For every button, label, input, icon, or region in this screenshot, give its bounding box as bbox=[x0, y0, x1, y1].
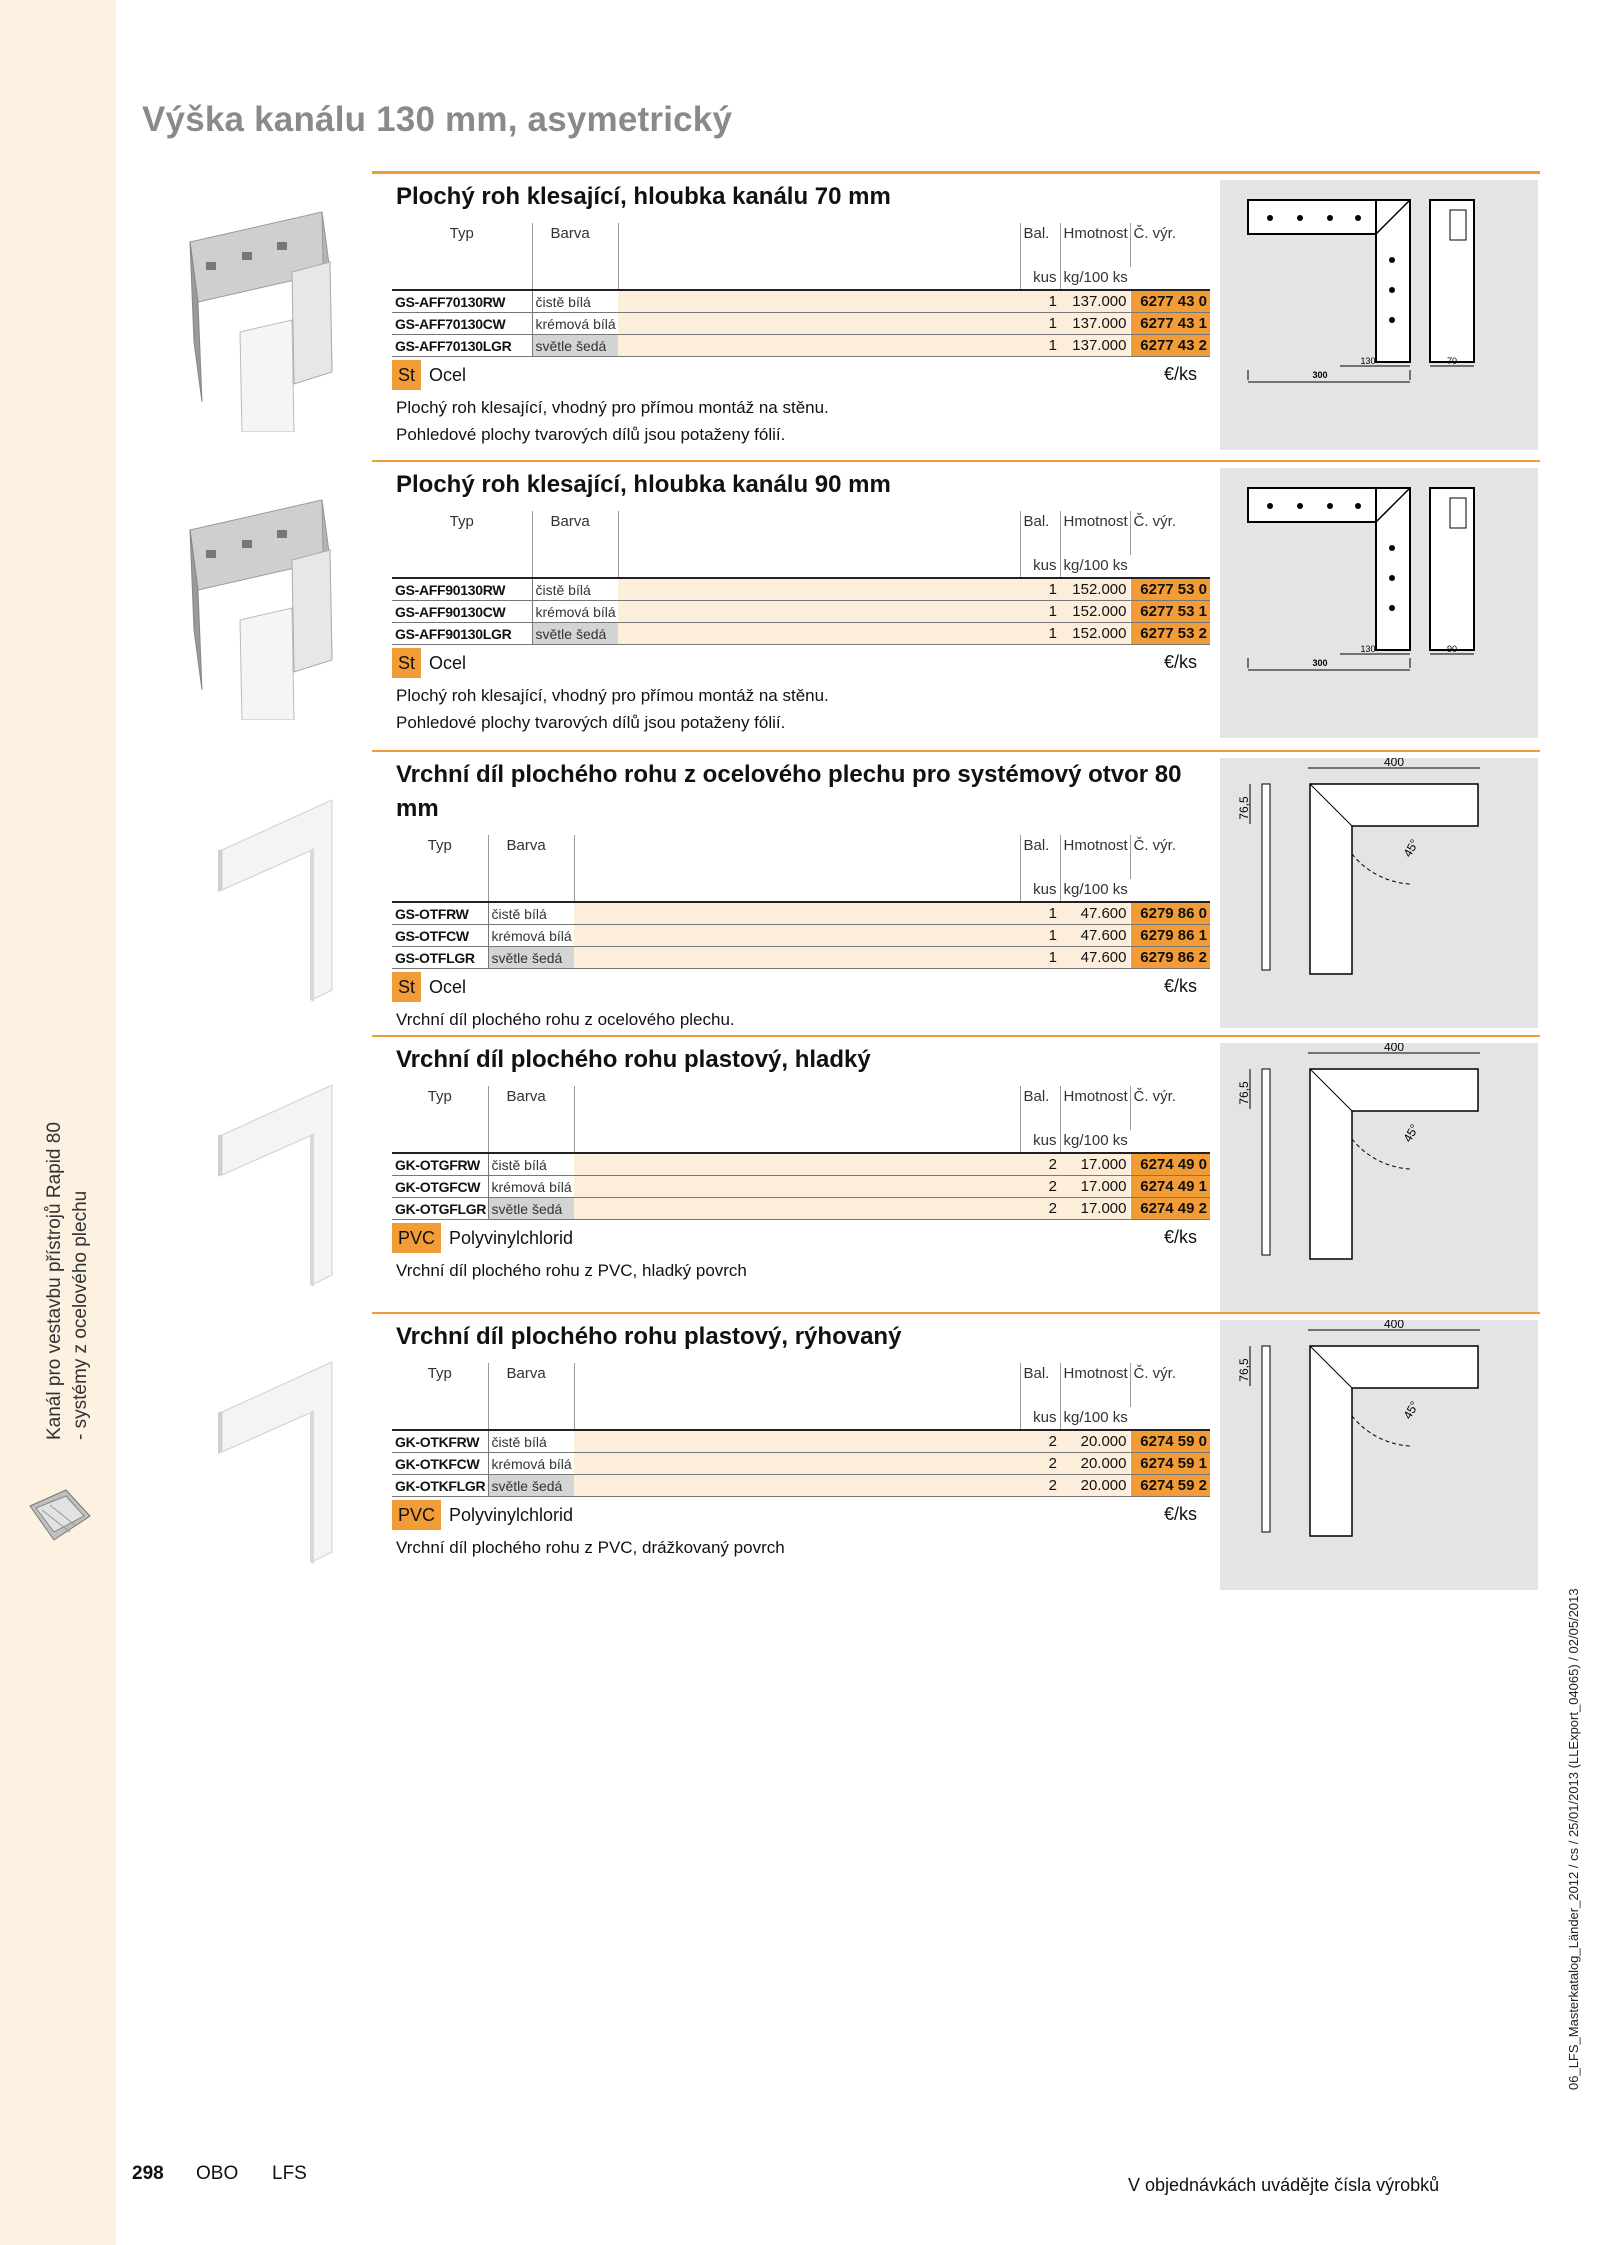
table-header-row bbox=[392, 1363, 1210, 1407]
column-header bbox=[618, 223, 1020, 267]
article-number-cell: 6279 86 0 bbox=[1130, 902, 1210, 925]
price-unit: €/ks bbox=[1164, 1227, 1198, 1247]
table-unit-row bbox=[392, 1130, 1210, 1153]
column-header: Typ bbox=[427, 1365, 452, 1382]
weight-cell: 20.000 bbox=[1060, 1475, 1130, 1497]
unit-header bbox=[1130, 1407, 1210, 1430]
footer-brand: OBO bbox=[196, 2163, 239, 2184]
table-row bbox=[392, 1453, 1210, 1475]
spec-table bbox=[392, 835, 1210, 969]
spec-table bbox=[392, 223, 1210, 357]
description-line: Pohledové plochy tvarových dílů jsou potaženy fólií. bbox=[396, 713, 786, 732]
material-line bbox=[392, 648, 466, 678]
table-row bbox=[392, 578, 1210, 601]
pack-cell: 2 bbox=[1020, 1475, 1060, 1497]
material-line bbox=[392, 1223, 573, 1253]
type-cell: GS-AFF70130LGR bbox=[392, 335, 532, 357]
weight-cell: 20.000 bbox=[1060, 1453, 1130, 1475]
section-title: Vrchní díl plochého rohu z ocelového plechu pro systémový otvor 80 mm bbox=[396, 761, 1182, 822]
product-section bbox=[372, 1312, 1540, 1602]
type-cell: GS-AFF90130LGR bbox=[392, 623, 532, 645]
article-number-cell: 6279 86 2 bbox=[1130, 947, 1210, 969]
color-cell: čistě bílá bbox=[488, 902, 574, 925]
spacer-cell bbox=[618, 335, 1020, 357]
column-header: Bal. bbox=[1020, 223, 1060, 267]
unit-header bbox=[574, 1130, 1020, 1153]
channel-thumbnail-icon bbox=[26, 1486, 94, 1544]
color-cell: čistě bílá bbox=[532, 578, 618, 601]
column-header: Č. výr. bbox=[1130, 223, 1210, 267]
column-header: Barva bbox=[488, 1363, 574, 1407]
svg-text:130: 130 bbox=[1360, 644, 1376, 654]
type-cell: GK-OTKFLGR bbox=[392, 1475, 488, 1497]
product-image bbox=[182, 490, 362, 720]
section-rule bbox=[372, 1035, 1540, 1037]
svg-text:90: 90 bbox=[1446, 644, 1458, 654]
type-cell: GK-OTKFCW bbox=[392, 1453, 488, 1475]
pack-cell: 1 bbox=[1020, 290, 1060, 313]
table-unit-row bbox=[392, 1407, 1210, 1430]
type-cell: GK-OTGFCW bbox=[392, 1176, 488, 1198]
color-cell: světle šedá bbox=[532, 623, 618, 645]
pack-cell: 2 bbox=[1020, 1430, 1060, 1453]
product-description bbox=[396, 1006, 735, 1033]
column-header: Barva bbox=[532, 511, 618, 555]
column-header: Typ bbox=[427, 1088, 452, 1105]
table-row bbox=[392, 1176, 1210, 1198]
type-cell: GK-OTGFLGR bbox=[392, 1198, 488, 1220]
weight-cell: 152.000 bbox=[1060, 623, 1130, 645]
table-row bbox=[392, 1430, 1210, 1453]
color-cell: krémová bílá bbox=[532, 601, 618, 623]
pack-cell: 2 bbox=[1020, 1198, 1060, 1220]
table-header-row bbox=[392, 835, 1210, 879]
table-row bbox=[392, 623, 1210, 645]
column-header: Hmotnost bbox=[1060, 223, 1130, 267]
description-line: Vrchní díl plochého rohu z PVC, drážkovaný povrch bbox=[396, 1538, 785, 1557]
section-title: Plochý roh klesající, hloubka kanálu 90 mm bbox=[396, 471, 891, 498]
svg-text:130: 130 bbox=[1360, 356, 1376, 366]
pack-cell: 1 bbox=[1020, 601, 1060, 623]
svg-text:70: 70 bbox=[1446, 356, 1458, 366]
column-header: Hmotnost bbox=[1060, 1086, 1130, 1130]
pack-cell: 2 bbox=[1020, 1153, 1060, 1176]
weight-cell: 137.000 bbox=[1060, 290, 1130, 313]
unit-header: kus bbox=[1020, 1130, 1060, 1153]
column-header bbox=[574, 835, 1020, 879]
description-line: Pohledové plochy tvarových dílů jsou potaženy fólií. bbox=[396, 425, 786, 444]
spacer-cell bbox=[618, 578, 1020, 601]
material-badge: St bbox=[392, 972, 421, 1002]
spec-table bbox=[392, 511, 1210, 645]
weight-cell: 17.000 bbox=[1060, 1198, 1130, 1220]
product-image bbox=[182, 780, 362, 1010]
unit-header bbox=[1130, 555, 1210, 578]
column-header bbox=[574, 1086, 1020, 1130]
unit-header: kus bbox=[1020, 267, 1060, 290]
article-number-cell: 6274 49 1 bbox=[1130, 1176, 1210, 1198]
article-number-cell: 6277 53 1 bbox=[1130, 601, 1210, 623]
unit-header bbox=[392, 1407, 488, 1430]
spacer-cell bbox=[618, 601, 1020, 623]
price-unit: €/ks bbox=[1164, 1504, 1198, 1524]
product-description bbox=[396, 1257, 747, 1284]
table-header-row bbox=[392, 511, 1210, 555]
price-unit: €/ks bbox=[1164, 652, 1198, 672]
price-unit: €/ks bbox=[1164, 976, 1198, 996]
column-header: Typ bbox=[427, 837, 452, 854]
unit-header bbox=[488, 879, 574, 902]
color-cell: krémová bílá bbox=[532, 313, 618, 335]
spacer-cell bbox=[574, 1198, 1020, 1220]
column-header: Typ bbox=[449, 225, 474, 242]
unit-header bbox=[618, 555, 1020, 578]
material-name: Polyvinylchlorid bbox=[449, 1228, 574, 1248]
unit-header: kus bbox=[1020, 1407, 1060, 1430]
column-header: Bal. bbox=[1020, 1086, 1060, 1130]
unit-header bbox=[618, 267, 1020, 290]
dimension-drawing bbox=[1220, 1043, 1538, 1313]
article-number-cell: 6279 86 1 bbox=[1130, 925, 1210, 947]
footer-meta-text: 06_LFS_Masterkatalog_Länder_2012 / cs / 25/01/2013 (LLExport_04065) / 02/05/2013 bbox=[1566, 1588, 1581, 2090]
type-cell: GS-AFF70130CW bbox=[392, 313, 532, 335]
svg-text:400: 400 bbox=[1383, 1320, 1405, 1331]
weight-cell: 137.000 bbox=[1060, 335, 1130, 357]
svg-text:76,5: 76,5 bbox=[1237, 796, 1251, 820]
color-cell: světle šedá bbox=[488, 1475, 574, 1497]
page-number: 298 bbox=[132, 2163, 164, 2184]
pack-cell: 1 bbox=[1020, 335, 1060, 357]
section-title: Vrchní díl plochého rohu plastový, hladký bbox=[396, 1046, 871, 1073]
article-number-cell: 6277 43 1 bbox=[1130, 313, 1210, 335]
spacer-cell bbox=[574, 925, 1020, 947]
description-line: Vrchní díl plochého rohu z ocelového plechu. bbox=[396, 1010, 735, 1029]
material-name: Polyvinylchlorid bbox=[449, 1505, 574, 1525]
page-title: Výška kanálu 130 mm, asymetrický bbox=[142, 100, 733, 139]
type-cell: GS-OTFCW bbox=[392, 925, 488, 947]
sidebar-line-2: - systémy z ocelového plechu bbox=[70, 1190, 91, 1440]
svg-text:76,5: 76,5 bbox=[1237, 1358, 1251, 1382]
svg-text:300: 300 bbox=[1312, 370, 1328, 380]
material-name: Ocel bbox=[429, 365, 467, 385]
color-cell: čistě bílá bbox=[532, 290, 618, 313]
material-line bbox=[392, 1500, 573, 1530]
column-header: Bal. bbox=[1020, 835, 1060, 879]
article-number-cell: 6274 59 1 bbox=[1130, 1453, 1210, 1475]
unit-header bbox=[392, 555, 532, 578]
material-name: Ocel bbox=[429, 653, 467, 673]
product-section bbox=[372, 750, 1540, 1040]
dimension-drawing bbox=[1220, 758, 1538, 1028]
pack-cell: 1 bbox=[1020, 925, 1060, 947]
unit-header bbox=[488, 1130, 574, 1153]
column-header bbox=[618, 511, 1020, 555]
unit-header bbox=[574, 1407, 1020, 1430]
pack-cell: 1 bbox=[1020, 623, 1060, 645]
column-header: Č. výr. bbox=[1130, 1363, 1210, 1407]
table-row bbox=[392, 947, 1210, 969]
unit-header bbox=[392, 267, 532, 290]
description-line: Plochý roh klesající, vhodný pro přímou montáž na stěnu. bbox=[396, 686, 829, 705]
unit-header: kg/100 ks bbox=[1060, 1130, 1130, 1153]
spacer-cell bbox=[574, 1153, 1020, 1176]
weight-cell: 152.000 bbox=[1060, 601, 1130, 623]
pack-cell: 1 bbox=[1020, 313, 1060, 335]
sidebar bbox=[0, 0, 116, 2245]
price-unit: €/ks bbox=[1164, 364, 1198, 384]
column-header: Hmotnost bbox=[1060, 1363, 1130, 1407]
table-row bbox=[392, 290, 1210, 313]
unit-header: kus bbox=[1020, 555, 1060, 578]
color-cell: světle šedá bbox=[532, 335, 618, 357]
spec-table bbox=[392, 1086, 1210, 1220]
color-cell: světle šedá bbox=[488, 1198, 574, 1220]
product-image bbox=[182, 1342, 362, 1572]
material-badge: PVC bbox=[392, 1500, 441, 1530]
unit-header: kus bbox=[1020, 879, 1060, 902]
weight-cell: 47.600 bbox=[1060, 925, 1130, 947]
product-section bbox=[372, 460, 1540, 750]
material-line bbox=[392, 360, 466, 390]
table-unit-row bbox=[392, 267, 1210, 290]
table-row bbox=[392, 1475, 1210, 1497]
section-title: Vrchní díl plochého rohu plastový, rýhovaný bbox=[396, 1323, 902, 1350]
type-cell: GS-OTFLGR bbox=[392, 947, 488, 969]
type-cell: GS-AFF90130RW bbox=[392, 578, 532, 601]
article-number-cell: 6277 43 2 bbox=[1130, 335, 1210, 357]
product-description bbox=[396, 1534, 785, 1561]
pack-cell: 1 bbox=[1020, 902, 1060, 925]
pack-cell: 2 bbox=[1020, 1176, 1060, 1198]
material-name: Ocel bbox=[429, 977, 467, 997]
section-rule bbox=[372, 172, 1540, 174]
table-row bbox=[392, 1198, 1210, 1220]
article-number-cell: 6274 49 2 bbox=[1130, 1198, 1210, 1220]
unit-header: kg/100 ks bbox=[1060, 267, 1130, 290]
table-unit-row bbox=[392, 555, 1210, 578]
spacer-cell bbox=[618, 313, 1020, 335]
unit-header bbox=[1130, 1130, 1210, 1153]
color-cell: krémová bílá bbox=[488, 1453, 574, 1475]
table-header-row bbox=[392, 223, 1210, 267]
product-section bbox=[372, 1035, 1540, 1325]
product-section bbox=[372, 172, 1540, 462]
type-cell: GK-OTGFRW bbox=[392, 1153, 488, 1176]
product-description bbox=[396, 682, 829, 736]
material-badge: St bbox=[392, 360, 421, 390]
unit-header: kg/100 ks bbox=[1060, 1407, 1130, 1430]
table-row bbox=[392, 313, 1210, 335]
footer-note: V objednávkách uvádějte čísla výrobků bbox=[1128, 2175, 1440, 2195]
svg-text:400: 400 bbox=[1383, 758, 1405, 769]
article-number-cell: 6274 59 2 bbox=[1130, 1475, 1210, 1497]
spacer-cell bbox=[574, 1475, 1020, 1497]
column-header bbox=[574, 1363, 1020, 1407]
section-rule bbox=[372, 1312, 1540, 1314]
footer-division: LFS bbox=[272, 2163, 307, 2184]
svg-text:45°: 45° bbox=[1400, 1398, 1422, 1422]
pack-cell: 1 bbox=[1020, 947, 1060, 969]
svg-text:76,5: 76,5 bbox=[1237, 1081, 1251, 1105]
section-rule bbox=[372, 750, 1540, 752]
weight-cell: 137.000 bbox=[1060, 313, 1130, 335]
type-cell: GS-AFF90130CW bbox=[392, 601, 532, 623]
section-rule bbox=[372, 460, 1540, 462]
spec-table bbox=[392, 1363, 1210, 1497]
unit-header: kg/100 ks bbox=[1060, 879, 1130, 902]
column-header: Hmotnost bbox=[1060, 835, 1130, 879]
table-row bbox=[392, 335, 1210, 357]
spacer-cell bbox=[574, 902, 1020, 925]
table-header-row bbox=[392, 1086, 1210, 1130]
pack-cell: 2 bbox=[1020, 1453, 1060, 1475]
weight-cell: 17.000 bbox=[1060, 1153, 1130, 1176]
spacer-cell bbox=[574, 947, 1020, 969]
color-cell: krémová bílá bbox=[488, 925, 574, 947]
svg-text:45°: 45° bbox=[1400, 836, 1422, 860]
column-header: Hmotnost bbox=[1060, 511, 1130, 555]
table-unit-row bbox=[392, 879, 1210, 902]
table-row bbox=[392, 925, 1210, 947]
spacer-cell bbox=[574, 1430, 1020, 1453]
spacer-cell bbox=[618, 623, 1020, 645]
unit-header bbox=[1130, 879, 1210, 902]
unit-header bbox=[574, 879, 1020, 902]
unit-header bbox=[532, 267, 618, 290]
product-image bbox=[182, 1065, 362, 1295]
section-title: Plochý roh klesající, hloubka kanálu 70 mm bbox=[396, 183, 891, 210]
dimension-drawing bbox=[1220, 1320, 1538, 1590]
unit-header bbox=[392, 879, 488, 902]
article-number-cell: 6277 53 0 bbox=[1130, 578, 1210, 601]
type-cell: GS-AFF70130RW bbox=[392, 290, 532, 313]
table-row bbox=[392, 902, 1210, 925]
svg-text:45°: 45° bbox=[1400, 1121, 1422, 1145]
column-header: Barva bbox=[532, 223, 618, 267]
weight-cell: 47.600 bbox=[1060, 902, 1130, 925]
column-header: Č. výr. bbox=[1130, 511, 1210, 555]
description-line: Plochý roh klesající, vhodný pro přímou montáž na stěnu. bbox=[396, 398, 829, 417]
column-header: Bal. bbox=[1020, 511, 1060, 555]
material-badge: St bbox=[392, 648, 421, 678]
article-number-cell: 6274 59 0 bbox=[1130, 1430, 1210, 1453]
weight-cell: 47.600 bbox=[1060, 947, 1130, 969]
weight-cell: 20.000 bbox=[1060, 1430, 1130, 1453]
description-line: Vrchní díl plochého rohu z PVC, hladký povrch bbox=[396, 1261, 747, 1280]
column-header: Bal. bbox=[1020, 1363, 1060, 1407]
column-header: Č. výr. bbox=[1130, 1086, 1210, 1130]
unit-header bbox=[532, 555, 618, 578]
pack-cell: 1 bbox=[1020, 578, 1060, 601]
spacer-cell bbox=[574, 1176, 1020, 1198]
spacer-cell bbox=[574, 1453, 1020, 1475]
color-cell: krémová bílá bbox=[488, 1176, 574, 1198]
dimension-drawing bbox=[1220, 180, 1538, 450]
dimension-drawing bbox=[1220, 468, 1538, 738]
table-row bbox=[392, 601, 1210, 623]
weight-cell: 17.000 bbox=[1060, 1176, 1130, 1198]
unit-header: kg/100 ks bbox=[1060, 555, 1130, 578]
article-number-cell: 6277 53 2 bbox=[1130, 623, 1210, 645]
sidebar-line-1: Kanál pro vestavbu přístrojů Rapid 80 bbox=[44, 1122, 65, 1440]
color-cell: světle šedá bbox=[488, 947, 574, 969]
article-number-cell: 6274 49 0 bbox=[1130, 1153, 1210, 1176]
column-header: Barva bbox=[488, 835, 574, 879]
color-cell: čistě bílá bbox=[488, 1430, 574, 1453]
column-header: Č. výr. bbox=[1130, 835, 1210, 879]
unit-header bbox=[392, 1130, 488, 1153]
product-description bbox=[396, 394, 829, 448]
svg-text:400: 400 bbox=[1383, 1043, 1405, 1054]
material-line bbox=[392, 972, 466, 1002]
product-image bbox=[182, 202, 362, 432]
article-number-cell: 6277 43 0 bbox=[1130, 290, 1210, 313]
type-cell: GS-OTFRW bbox=[392, 902, 488, 925]
unit-header bbox=[488, 1407, 574, 1430]
column-header: Barva bbox=[488, 1086, 574, 1130]
weight-cell: 152.000 bbox=[1060, 578, 1130, 601]
column-header: Typ bbox=[449, 513, 474, 530]
color-cell: čistě bílá bbox=[488, 1153, 574, 1176]
material-badge: PVC bbox=[392, 1223, 441, 1253]
type-cell: GK-OTKFRW bbox=[392, 1430, 488, 1453]
spacer-cell bbox=[618, 290, 1020, 313]
unit-header bbox=[1130, 267, 1210, 290]
svg-text:300: 300 bbox=[1312, 658, 1328, 668]
table-row bbox=[392, 1153, 1210, 1176]
